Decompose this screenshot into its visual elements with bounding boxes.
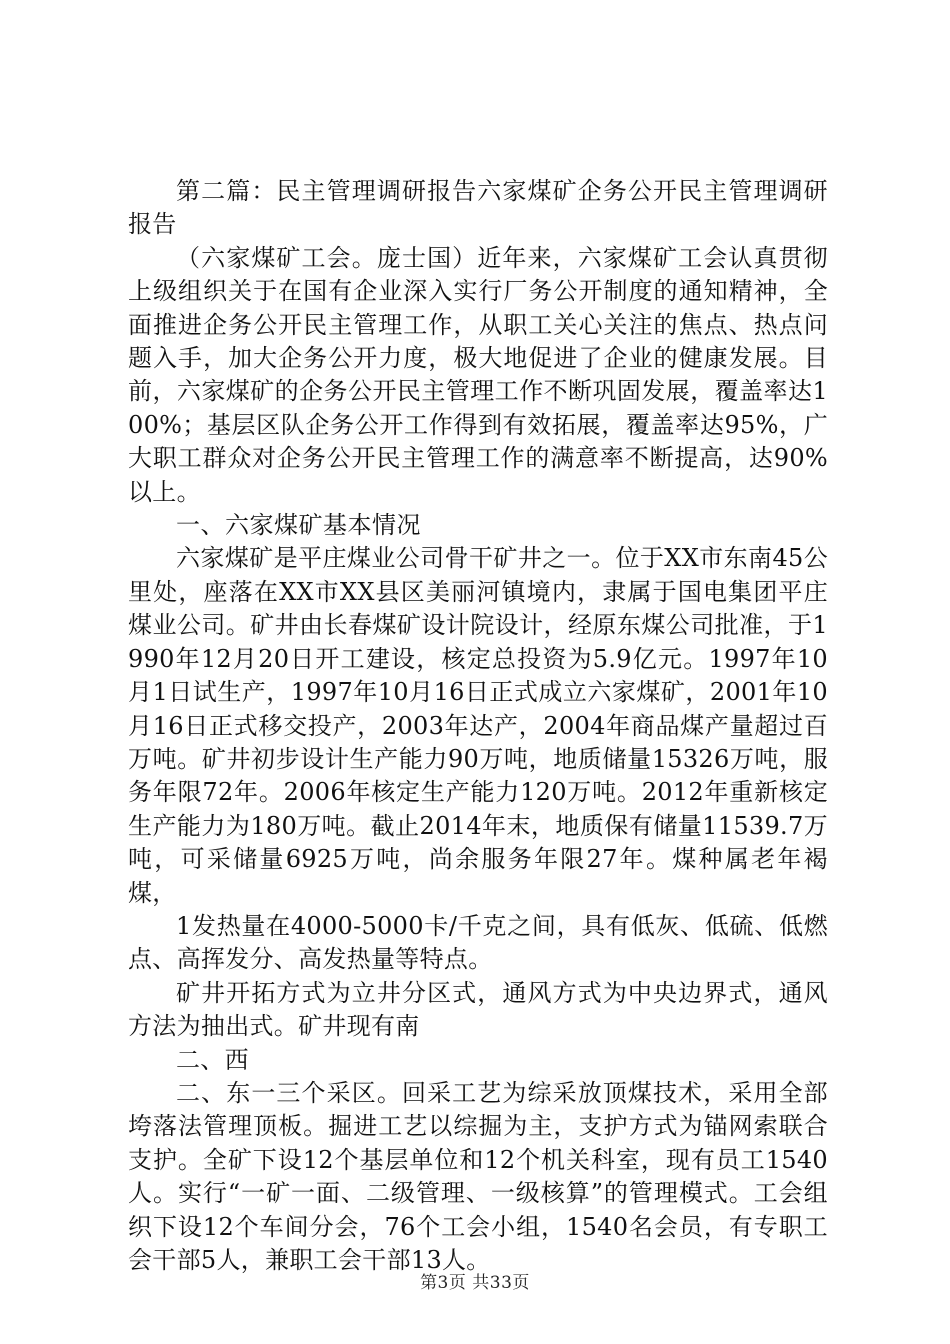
section-heading-basic-info: 一、六家煤矿基本情况 (176, 511, 421, 540)
document-title: 第二篇：民主管理调研报告六家煤矿企务公开民主管理调研报告 (128, 177, 828, 239)
paragraph-mining-areas: 二、东一三个采区。回采工艺为综采放顶煤技术，采用全部垮落法管理顶板。掘进工艺以综掘为主，支护方式为锚网索联合支护。全矿下设12个基层单位和12个机关科室，现有员工1540人。实行“一矿一面、二级管理、一级核算”的管理模式。工会组织下设12个车间分会，76个工会小组，1540名会员，有专职工会干部5人，兼职工会干部13人。 (128, 1078, 828, 1274)
document-body (128, 175, 828, 1277)
page-number-footer: 第3页 共33页 (420, 1273, 530, 1293)
paragraph-development-method: 矿井开拓方式为立井分区式，通风方式为中央边界式，通风方法为抽出式。矿井现有南 (128, 978, 828, 1041)
paragraph-coal-properties: 1发热量在4000-5000卡/千克之间，具有低灰、低硫、低燃点、高挥发分、高发热量等特点。 (128, 911, 828, 974)
paragraph-intro: （六家煤矿工会。庞士国）近年来，六家煤矿工会认真贯彻上级组织关于在国有企业深入实行厂务公开制度的通知精神，全面推进企务公开民主管理工作，从职工关心关注的焦点、热点问题入手，加大企务公开力度，极大地促进了企业的健康发展。目前，六家煤矿的企务公开民主管理工作不断巩固发展，覆盖率达100%；基层区队企务公开工作得到有效拓展，覆盖率达95%，广大职工群众对企务公开民主管理工作的满意率不断提高，达90%以上。 (128, 243, 828, 506)
paragraph-mine-overview: 六家煤矿是平庄煤业公司骨干矿井之一。位于XX市东南45公里处，座落在XX市XX县区美丽河镇境内，隶属于国电集团平庄煤业公司。矿井由长春煤矿设计院设计，经原东煤公司批准，于1990年12月20日开工建设，核定总投资为5.9亿元。1997年10月1日试生产，1997年10月16日正式成立六家煤矿，2001年10月16日正式移交投产，2003年达产，2004年商品煤产量超过百万吨。矿井初步设计生产能力90万吨，地质储量15326万吨，服务年限72年。2006年核定生产能力120万吨。2012年重新核定生产能力为180万吨。截止2014年末，地质保有储量11539.7万吨，可采储量6925万吨，尚余服务年限27年。煤种属老年褐煤， (128, 544, 828, 907)
paragraph-fragment-west: 二、西 (176, 1045, 249, 1074)
